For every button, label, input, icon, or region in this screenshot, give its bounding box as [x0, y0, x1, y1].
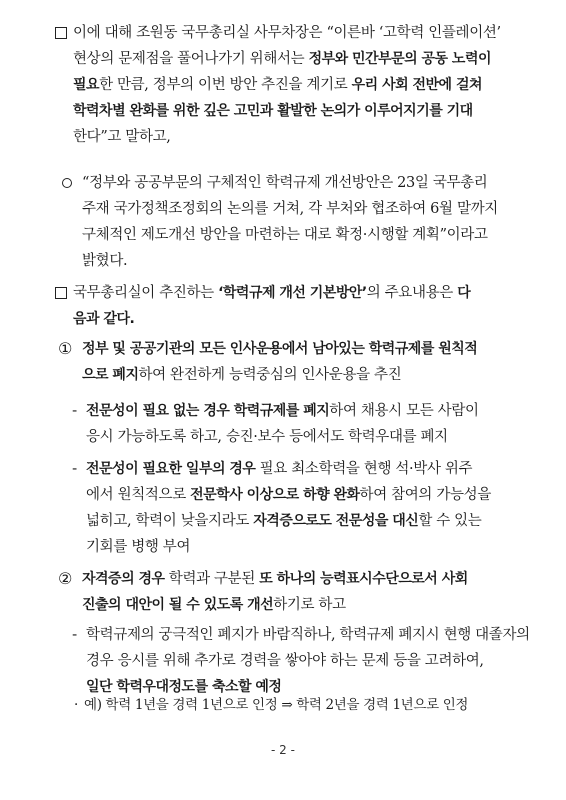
numbered-item-1 — [58, 336, 538, 388]
page-number: - 2 - — [271, 743, 295, 757]
sub-item-reduce-preference — [72, 622, 542, 700]
bold-text-run: 음과 같다. — [73, 311, 135, 327]
text-run: 학력규제의 궁극적인 폐지가 바람직하나, 학력규제 폐지시 현행 대졸자의 — [86, 627, 530, 643]
text-run: 넓히고, 학력이 낮을지라도 — [86, 513, 254, 529]
text-line — [72, 508, 542, 534]
circle-bullet-icon — [62, 178, 72, 188]
example-note — [74, 692, 544, 718]
bold-text-run: ‘학력규제 개선 기본방안’ — [218, 285, 367, 301]
square-bullet-icon — [55, 287, 67, 299]
sub-item-expertise-needed — [72, 456, 542, 560]
text-run: 경우 응시를 위해 추가로 경력을 쌓아야 하는 문제 등을 고려하여, — [86, 653, 484, 669]
example-text: 예) 학력 1년을 경력 1년으로 인정 ⇒ 학력 2년을 경력 1년으로 인정 — [84, 697, 469, 713]
text-run: 기회를 병행 부여 — [86, 539, 191, 555]
dash-bullet: - — [72, 461, 77, 477]
text-line — [72, 424, 542, 450]
bold-text-run: 필요 — [73, 77, 100, 93]
text-line — [72, 648, 542, 674]
numbered-item-2 — [58, 566, 538, 618]
text-line — [58, 592, 538, 618]
paragraph-main-contents — [55, 280, 535, 332]
text-run: 하여 완전하게 능력중심의 인사운용을 추진 — [138, 367, 402, 383]
sub-item-no-expertise — [72, 398, 542, 450]
bold-text-run: 학력차별 완화를 위한 깊은 고민과 활발한 논의가 이루어지기를 기대 — [73, 103, 473, 119]
bold-text-run: 다 — [457, 285, 471, 301]
text-run: 하기로 하고 — [273, 597, 346, 613]
text-line — [62, 196, 532, 222]
text-line — [62, 222, 532, 248]
bold-text-run: 진출의 대안이 될 수 있도록 개선 — [82, 597, 274, 613]
paragraph-plan — [62, 170, 532, 274]
text-line — [58, 336, 538, 362]
text-run: 주재 국가정책조정회의 논의를 거쳐, 각 부처와 협조하여 6월 말까지 — [82, 201, 498, 217]
text-run: 구체적인 제도개선 방안을 마련하는 대로 확정·시행할 계획”이라고 — [82, 227, 488, 243]
bold-text-run: 일단 학력우대정도를 축소할 예정 — [86, 679, 282, 695]
text-run: 하여 채용시 모든 사람이 — [329, 403, 479, 419]
dash-bullet: - — [72, 627, 77, 643]
text-run: “정부와 공공부문의 구체적인 학력규제 개선방안은 23일 국무총리 — [82, 175, 488, 191]
dot-bullet: · — [74, 697, 78, 713]
bold-text-run: 정부 및 공공기관의 모든 인사운용에서 남아있는 학력규제를 원칙적 — [82, 341, 478, 357]
dash-bullet: - — [72, 403, 77, 419]
text-run: 에서 원칙적으로 — [86, 487, 191, 503]
text-run: 의 주요내용은 — [366, 285, 458, 301]
text-run: 한다”고 말하고, — [73, 129, 171, 145]
bold-text-run: 자격증으로도 전문성을 대신 — [253, 513, 419, 529]
bold-text-run: 전문학사 이상으로 하향 완화 — [190, 487, 360, 503]
text-line — [58, 566, 538, 592]
text-run: 필요 최소학력을 현행 석·박사 위주 — [255, 461, 473, 477]
text-run: 한 만큼, 정부의 이번 방안 추진을 계기로 — [99, 77, 352, 93]
text-run: 국무총리실이 추진하는 — [73, 285, 219, 301]
text-run: 이에 대해 조원동 국무총리실 사무차장은 “이른바 ‘고학력 인플레이션’ — [73, 25, 501, 41]
text-run: 하여 참여의 가능성을 — [359, 487, 491, 503]
text-run: 할 수 있는 — [418, 513, 482, 529]
text-line — [62, 248, 532, 274]
text-line — [55, 280, 535, 306]
paragraph-statement — [55, 20, 535, 150]
bold-text-run: 전문성이 필요한 일부의 경우 — [86, 461, 256, 477]
bold-text-run: 으로 폐지 — [82, 367, 139, 383]
bold-text-run: 자격증의 경우 — [82, 571, 165, 587]
text-run: 응시 가능하도록 하고, 승진·보수 등에서도 학력우대를 폐지 — [86, 429, 448, 445]
text-line — [55, 98, 535, 124]
item-number-1: ① — [58, 339, 72, 358]
text-line — [55, 20, 535, 46]
text-line — [62, 170, 532, 196]
text-run: 현상의 문제점을 풀어나가기 위해서는 — [73, 51, 309, 67]
square-bullet-icon — [55, 27, 67, 39]
text-line — [72, 534, 542, 560]
text-line — [55, 72, 535, 98]
text-line — [55, 124, 535, 150]
bold-text-run: 우리 사회 전반에 걸쳐 — [351, 77, 482, 93]
text-run: 밝혔다. — [82, 253, 128, 269]
text-line — [72, 398, 542, 424]
text-line — [55, 306, 535, 332]
text-run: 학력과 구분된 — [164, 571, 260, 587]
text-line — [72, 622, 542, 648]
bold-text-run: 정부와 민간부문의 공동 노력이 — [308, 51, 491, 67]
bold-text-run: 전문성이 필요 없는 경우 학력규제를 폐지 — [86, 403, 330, 419]
bold-text-run: 또 하나의 능력표시수단으로서 사회 — [259, 571, 468, 587]
text-line — [72, 456, 542, 482]
text-line — [72, 482, 542, 508]
text-line — [58, 362, 538, 388]
item-number-2: ② — [58, 569, 72, 588]
text-line — [55, 46, 535, 72]
